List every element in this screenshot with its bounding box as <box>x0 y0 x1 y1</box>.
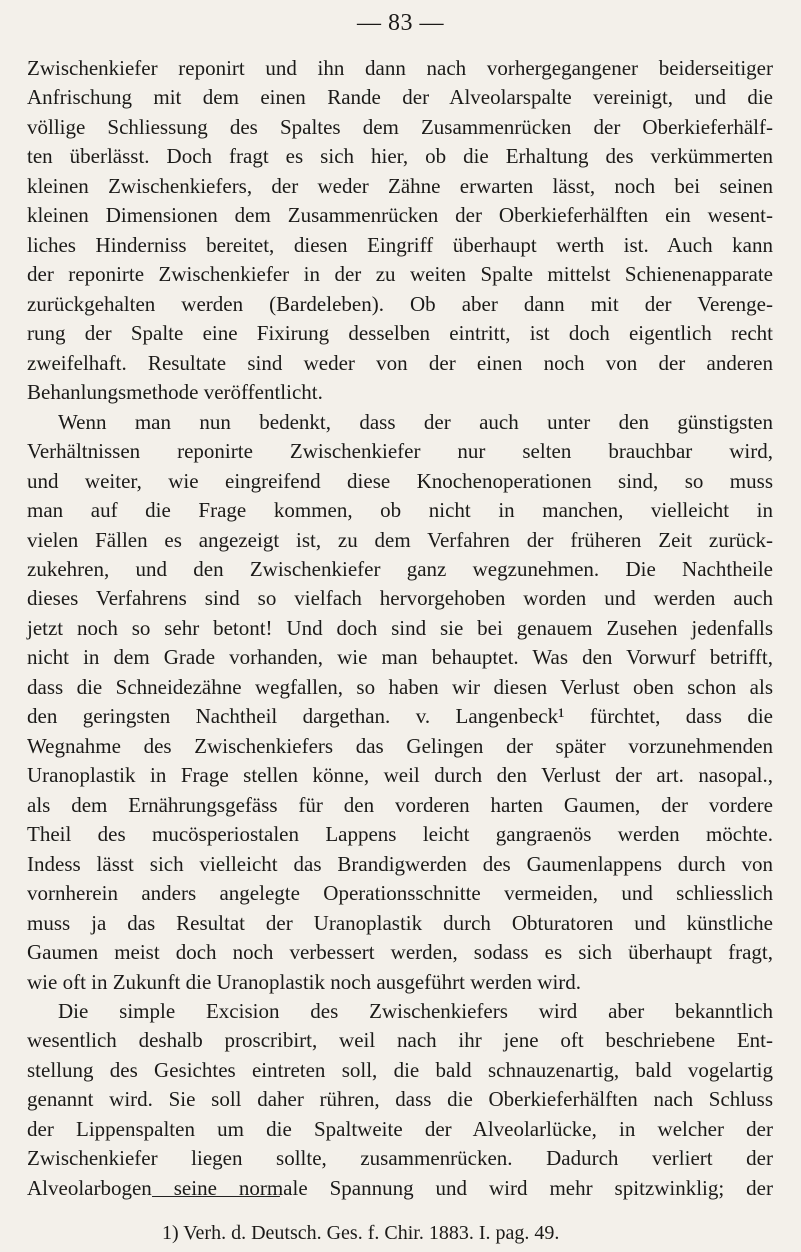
text-line: zweifelhaft. Resultate sind weder von der einen noch von der anderen <box>27 350 773 375</box>
text-line: Gaumen meist doch noch verbessert werden, sodass es sich überhaupt fragt, <box>27 940 773 965</box>
text-line: kleinen Dimensionen dem Zusammenrücken der Oberkieferhälften ein wesent- <box>27 203 773 228</box>
footnote: 1) Verh. d. Deutsch. Ges. f. Chir. 1883. I. pag. 49. <box>162 1222 560 1244</box>
text-line: vornherein anders angelegte Operationsschnitte vermeiden, und schliesslich <box>27 881 773 906</box>
text-line: Uranoplastik in Frage stellen könne, weil durch den Verlust der art. nasopal., <box>27 763 773 788</box>
text-line: zukehren, und den Zwischenkiefer ganz wegzunehmen. Die Nachtheile <box>27 556 773 581</box>
text-line: liches Hinderniss bereitet, diesen Eingriff überhaupt werth ist. Auch kann <box>27 232 773 257</box>
paragraph <box>27 997 773 1203</box>
text-line: ten überlässt. Doch fragt es sich hier, ob die Erhaltung des verkümmerten <box>27 144 773 169</box>
text-line: der Lippenspalten um die Spaltweite der Alveolarlücke, in welcher der <box>27 1116 773 1141</box>
text-line: wie oft in Zukunft die Uranoplastik noch ausgeführt werden wird. <box>27 969 582 994</box>
footnote-divider <box>152 1196 280 1197</box>
text-line: muss ja das Resultat der Uranoplastik durch Obturatoren und künstliche <box>27 910 773 935</box>
text-line: genannt wird. Sie soll daher rühren, dass die Oberkieferhälften nach Schluss <box>27 1087 773 1112</box>
text-line: dieses Verfahrens sind so vielfach hervorgehoben worden und werden auch <box>27 586 773 611</box>
text-line: zurückgehalten werden (Bardeleben). Ob aber dann mit der Verenge- <box>27 291 773 316</box>
text-line: Wenn man nun bedenkt, dass der auch unter den günstigsten <box>58 409 773 434</box>
text-line: Die simple Excision des Zwischenkiefers wird aber bekanntlich <box>58 999 773 1023</box>
text-line: Alveolarbogen seine normale Spannung und wird mehr spitzwinklig; der <box>27 1175 773 1200</box>
text-line: dass die Schneidezähne wegfallen, so haben wir diesen Verlust oben schon als <box>27 674 773 699</box>
text-line: Anfrischung mit dem einen Rande der Alveolarspalte vereinigt, und die <box>27 85 773 110</box>
text-line: und weiter, wie eingreifend diese Knochenoperationen sind, so muss <box>27 468 773 493</box>
text-line: vielen Fällen es angezeigt ist, zu dem Verfahren der früheren Zeit zurück- <box>27 527 773 552</box>
text-line: Wegnahme des Zwischenkiefers das Gelingen der später vorzunehmenden <box>27 733 773 758</box>
text-line: kleinen Zwischenkiefers, der weder Zähne erwarten lässt, noch bei seinen <box>27 173 773 198</box>
text-line: rung der Spalte eine Fixirung desselben eintritt, ist doch eigentlich recht <box>27 321 773 346</box>
text-line: Verhältnissen reponirte Zwischenkiefer nur selten brauchbar wird, <box>27 439 773 464</box>
text-line: jetzt noch so sehr betont! Und doch sind sie bei genauem Zusehen jedenfalls <box>27 615 773 640</box>
text-line: stellung des Gesichtes eintreten soll, die bald schnauzenartig, bald vogelartig <box>27 1057 773 1082</box>
text-line: Indess lässt sich vielleicht das Brandigwerden des Gaumenlappens durch von <box>27 851 773 876</box>
text-line: der reponirte Zwischenkiefer in der zu weiten Spalte mittelst Schienenapparate <box>27 262 773 287</box>
text-line: wesentlich deshalb proscribirt, weil nach ihr jene oft beschriebene Ent- <box>27 1028 773 1053</box>
text-line: völlige Schliessung des Spaltes dem Zusammenrücken der Oberkieferhälf- <box>27 114 773 139</box>
text-line: Theil des mucösperiostalen Lappens leicht gangraenös werden möchte. <box>27 822 773 847</box>
page-number: — 83 — <box>357 10 444 36</box>
paragraph <box>27 54 773 408</box>
text-line: man auf die Frage kommen, ob nicht in manchen, vielleicht in <box>27 498 773 523</box>
paragraph <box>27 408 773 997</box>
text-line: den geringsten Nachtheil dargethan. v. Langenbeck¹ fürchtet, dass die <box>27 704 773 729</box>
text-line: Zwischenkiefer liegen sollte, zusammenrücken. Dadurch verliert der <box>27 1146 773 1171</box>
text-line: Zwischenkiefer reponirt und ihn dann nach vorhergegangener beiderseitiger <box>27 56 773 80</box>
text-line: nicht in dem Grade vorhanden, wie man behauptet. Was den Vorwurf betrifft, <box>27 645 773 670</box>
text-line: als dem Ernährungsgefäss für den vorderen harten Gaumen, der vordere <box>27 792 773 817</box>
body-text <box>27 54 773 1203</box>
text-line: Behanlungsmethode veröffentlicht. <box>27 380 323 405</box>
